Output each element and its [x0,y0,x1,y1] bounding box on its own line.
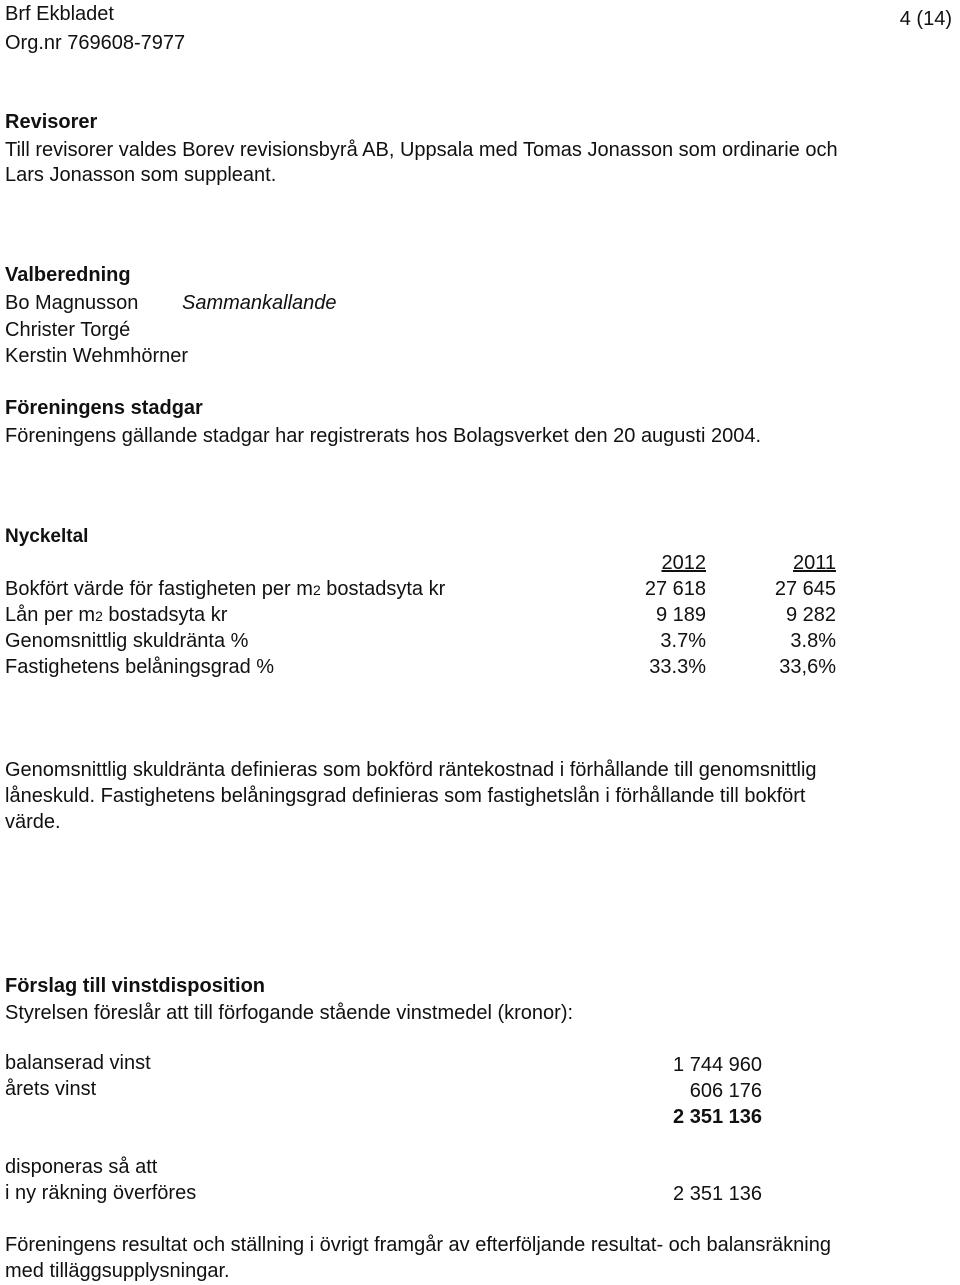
disposition-title: disponeras så att [5,1156,158,1178]
item-value: 606 176 [689,1080,762,1102]
stadgar-text: Föreningens gällande stadgar har registrerats hos Bolagsverket den 20 augusti 2004. [5,425,762,447]
row-value: 3.8% [790,630,836,652]
vinstdisposition-intro: Styrelsen föreslår att till förfogande stående vinstmedel (kronor): [5,1002,574,1024]
row-label: Lån per m2 bostadsyta kr [5,604,228,626]
item-label: årets vinst [5,1078,97,1100]
definition-line1: Genomsnittlig skuldränta definieras som bokförd räntekostnad i förhållande till genomsnittlig [5,759,817,781]
row-label: Fastighetens belåningsgrad % [5,656,275,678]
disposition-value: 2 351 136 [673,1183,762,1205]
stadgar-title: Föreningens stadgar [5,397,203,419]
row-label: Genomsnittlig skuldränta % [5,630,249,652]
item-value: 1 744 960 [673,1054,762,1076]
member-name: Bo Magnusson [5,292,139,314]
row-value: 33.3% [649,656,706,678]
row-label: Bokfört värde för fastigheten per m2 bostadsyta kr [5,578,446,600]
member-name: Christer Torgé [5,319,131,341]
org-name: Brf Ekbladet [5,3,114,25]
member-role: Sammankallande [182,292,337,314]
vinstdisposition-title: Förslag till vinstdisposition [5,975,266,997]
row-value: 27 618 [644,578,706,600]
member-name: Kerstin Wehmhörner [5,345,189,367]
revisorer-text-line1: Till revisorer valdes Borev revisionsbyrå AB, Uppsala med Tomas Jonasson som ordinarie och [5,139,838,161]
page-number: 4 (14) [899,8,952,30]
item-label: balanserad vinst [5,1052,151,1074]
definition-line2: låneskuld. Fastighetens belåningsgrad definieras som fastighetslån i förhållande till bokfört [5,785,806,807]
definition-line3: värde. [5,811,61,833]
year-header: 2012 [661,552,706,574]
nyckeltal-title: Nyckeltal [5,526,89,547]
row-value: 3.7% [660,630,706,652]
year-header: 2011 [792,552,836,574]
disposition-label: i ny räkning överföres [5,1182,197,1204]
closing-line2: med tilläggsupplysningar. [5,1260,230,1282]
revisorer-text-line2: Lars Jonasson som suppleant. [5,164,277,186]
revisorer-title: Revisorer [5,111,98,133]
closing-line1: Föreningens resultat och ställning i övrigt framgår av efterföljande resultat- och balansräkning [5,1234,831,1256]
row-value: 9 282 [785,604,836,626]
org-number: Org.nr 769608-7977 [5,32,186,54]
valberedning-title: Valberedning [5,264,131,286]
total-value: 2 351 136 [673,1106,762,1128]
row-value: 33,6% [779,656,836,678]
row-value: 27 645 [774,578,836,600]
row-value: 9 189 [655,604,706,626]
